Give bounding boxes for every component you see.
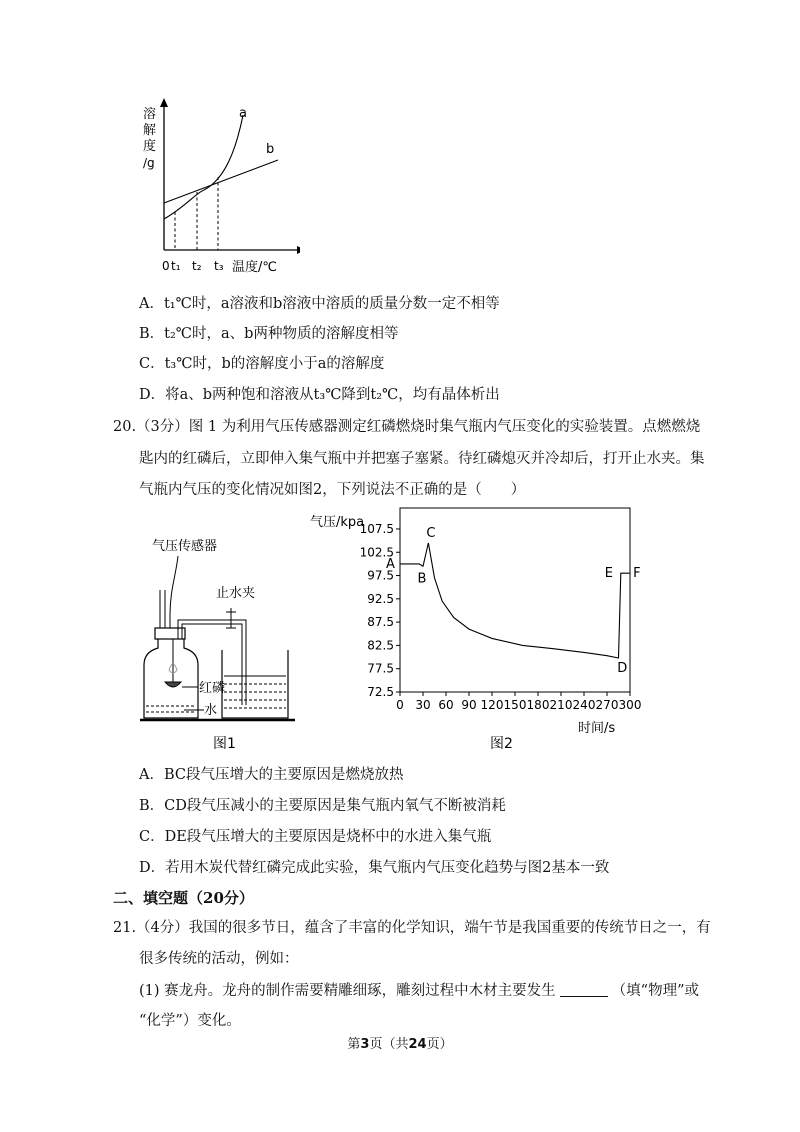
pressure-chart xyxy=(300,500,660,760)
q20-option-a: A．BC段气压增大的主要原因是燃烧放热 xyxy=(139,767,404,783)
origin-label: 0 xyxy=(162,259,170,273)
y-axis-arrow xyxy=(160,98,168,107)
curve-b xyxy=(164,160,278,203)
y-tick-label: 97.5 xyxy=(367,568,394,583)
t1-label: t₁ xyxy=(171,259,181,273)
footer-total-pages: 24 xyxy=(408,1037,427,1052)
x-tick-label: 150 xyxy=(503,698,527,712)
q20-option-c: C．DE段气压增大的主要原因是烧杯中的水进入集气瓶 xyxy=(139,829,492,845)
q21-part1-line xyxy=(139,980,699,1001)
y-tick-label: 72.5 xyxy=(367,685,394,699)
combustion-spoon xyxy=(165,682,181,687)
q21-part1-line2: “化学”）变化。 xyxy=(139,1013,241,1029)
point-label-c: C xyxy=(426,525,436,541)
y-label-3: 度 xyxy=(143,139,157,154)
point-label-e: E xyxy=(604,566,614,582)
point-label-d: D xyxy=(617,660,628,676)
q21-part1-suffix: （填“物理”或 xyxy=(611,983,699,999)
y-tick-label: 102.5 xyxy=(359,545,394,560)
solubility-figure xyxy=(130,95,300,280)
q21-stem-line1: 21.（4分）我国的很多节日，蕴含了丰富的化学知识，端午节是我国重要的传统节日之一，有 xyxy=(113,920,711,936)
q21-part1-text: (1) 赛龙舟。龙舟的制作需要精雕细琢，雕刻过程中木材主要发生 xyxy=(139,983,556,999)
curve-a-label: a xyxy=(239,106,247,121)
point-label-f: F xyxy=(633,566,641,582)
q19-option-a: A．t₁℃时，a溶液和b溶液中溶质的质量分数一定不相等 xyxy=(139,296,500,312)
q19-option-c: C．t₃℃时，b的溶解度小于a的溶解度 xyxy=(139,356,385,372)
q20-option-d: D．若用木炭代替红磷完成此实验，集气瓶内气压变化趋势与图2基本一致 xyxy=(139,860,610,876)
curve-a xyxy=(164,115,243,219)
section-heading: 二、填空题（20分） xyxy=(113,889,254,907)
y-tick-label: 82.5 xyxy=(367,638,394,653)
q21-stem-line2: 很多传统的活动，例如： xyxy=(139,951,299,967)
x-tick-label: 120 xyxy=(480,698,504,712)
x-tick-label: 240 xyxy=(572,698,596,712)
x-tick-label: 300 xyxy=(618,698,642,712)
point-label-b: B xyxy=(417,571,427,587)
y-tick-label: 77.5 xyxy=(367,661,394,676)
y-label-1: 溶 xyxy=(143,107,157,122)
y-tick-label: 107.5 xyxy=(359,521,394,536)
x-label: 温度/℃ xyxy=(232,260,277,275)
phosphorus-label: 红磷 xyxy=(199,681,226,696)
clamp-label: 止水夹 xyxy=(216,586,256,601)
footer-post: 页） xyxy=(426,1037,453,1052)
answer-blank[interactable] xyxy=(560,980,608,997)
pressure-line xyxy=(400,543,630,658)
x-tick-label: 210 xyxy=(549,698,573,712)
chart-x-label: 时间/s xyxy=(578,721,616,736)
y-label-2: 解 xyxy=(143,123,157,138)
chart-y-label: 气压/kpa xyxy=(310,515,365,530)
fig1-caption: 图1 xyxy=(213,736,236,752)
x-tick-label: 180 xyxy=(526,698,550,712)
x-tick-label: 270 xyxy=(595,698,619,712)
y-label-4: /g xyxy=(143,156,155,170)
x-tick-label: 0 xyxy=(396,698,404,712)
page-footer xyxy=(0,1033,800,1052)
y-tick-label: 87.5 xyxy=(367,615,394,630)
y-tick-label: 92.5 xyxy=(367,591,394,606)
stopper xyxy=(155,628,185,639)
sensor-label: 气压传感器 xyxy=(152,539,218,554)
t2-label: t₂ xyxy=(192,259,202,273)
x-tick-label: 30 xyxy=(415,698,431,712)
fig2-caption: 图2 xyxy=(490,736,513,752)
q20-stem-line1: 20.（3分）图 1 为利用气压传感器测定红磷燃烧时集气瓶内气压变化的实验装置。点燃燃烧 xyxy=(113,419,701,435)
q20-stem-line2: 匙内的红磷后，立即伸入集气瓶中并把塞子塞紧。待红磷熄灭并冷却后，打开止水夹。集 xyxy=(139,451,705,467)
x-axis-arrow xyxy=(297,246,300,254)
footer-mid: 页（共 xyxy=(369,1037,409,1052)
water-label: 水 xyxy=(204,703,218,718)
sensor-tube xyxy=(160,590,165,630)
q20-option-b: B．CD段气压减小的主要原因是集气瓶内氧气不断被消耗 xyxy=(139,798,506,814)
clamp-icon xyxy=(226,608,236,628)
footer-page-number: 3 xyxy=(360,1037,370,1052)
x-tick-label: 90 xyxy=(461,698,477,712)
apparatus-figure xyxy=(140,530,300,760)
x-tick-label: 60 xyxy=(438,698,454,712)
q19-option-d: D．将a、b两种饱和溶液从t₃℃降到t₂℃，均有晶体析出 xyxy=(139,387,500,403)
point-label-a: A xyxy=(386,556,395,572)
curve-b-label: b xyxy=(266,142,275,157)
footer-pre: 第 xyxy=(347,1037,361,1052)
q20-stem-line3: 气瓶内气压的变化情况如图2，下列说法不正确的是（ ） xyxy=(139,482,526,498)
t3-label: t₃ xyxy=(214,259,224,273)
q19-option-b: B．t₂℃时，a、b两种物质的溶解度相等 xyxy=(139,326,399,342)
sensor-wire xyxy=(170,556,178,628)
